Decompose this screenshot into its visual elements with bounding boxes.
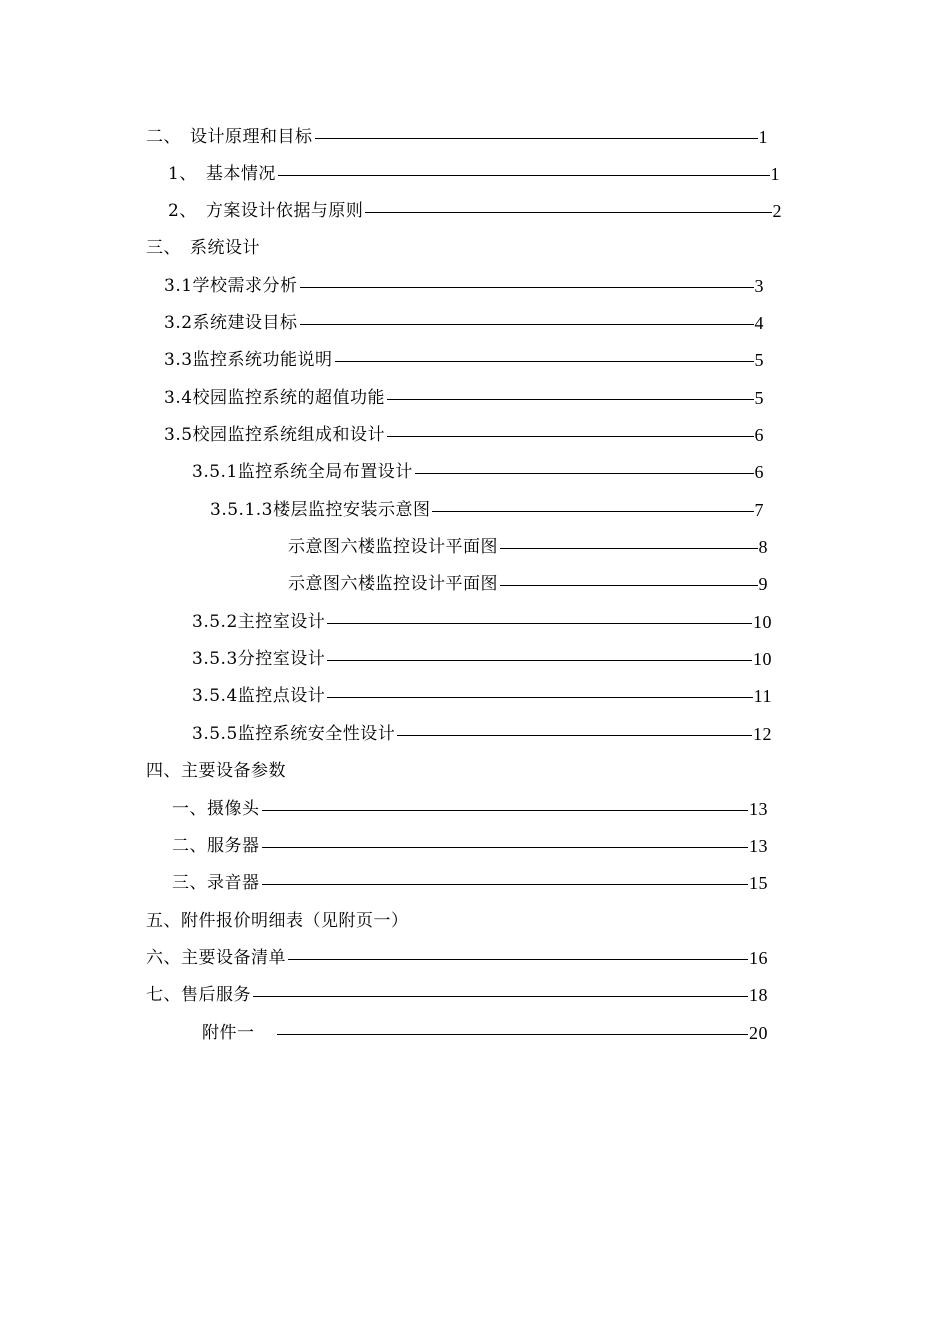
toc-entry[interactable] [192,644,772,674]
toc-entry[interactable] [192,457,764,487]
toc-page-number: 9 [758,574,768,594]
toc-page-number: 18 [749,985,768,1005]
toc-entry[interactable] [168,196,782,226]
toc-entry-label: 一、摄像头 [172,799,260,819]
toc-page-number: 1 [758,127,768,147]
toc-page-number: 13 [749,836,768,856]
toc-entry[interactable] [192,719,772,749]
toc-page-number: 10 [753,612,772,632]
toc-entry[interactable] [146,906,546,936]
toc-leader-dashes [277,1034,749,1035]
toc-entry[interactable] [146,756,446,786]
toc-entry-label: 3.5.2主控室设计 [192,612,326,632]
toc-entry[interactable] [146,122,768,152]
toc-page-number: 4 [754,313,764,333]
toc-entry-label: 五、附件报价明细表（见附页一） [146,911,409,931]
toc-entry-label: 三、 系统设计 [146,238,260,258]
toc-leader-dashes [288,959,748,960]
toc-entry[interactable] [146,980,768,1010]
toc-entry[interactable] [172,868,768,898]
toc-page-number: 20 [749,1023,768,1043]
toc-entry[interactable] [202,1018,768,1048]
toc-entry[interactable] [164,271,764,301]
toc-entry[interactable] [164,420,764,450]
toc-leader-dashes [365,212,771,213]
toc-entry[interactable] [164,383,764,413]
toc-leader-dashes [315,138,758,139]
toc-entry[interactable] [172,794,768,824]
toc-entry-label: 二、服务器 [172,836,260,856]
toc-entry-label: 3.5.3分控室设计 [192,649,326,669]
toc-leader-dashes [327,623,752,624]
toc-entry-label: 3.3监控系统功能说明 [164,350,333,370]
toc-entry[interactable] [146,233,446,263]
toc-page-number: 7 [754,500,764,520]
toc-page-number: 2 [772,201,782,221]
toc-leader-dashes [500,548,758,549]
toc-entry[interactable] [168,159,780,189]
toc-leader-dashes [387,399,753,400]
toc-entry-label: 3.1学校需求分析 [164,276,298,296]
toc-entry-label: 七、售后服务 [146,985,251,1005]
toc-leader-dashes [300,287,754,288]
toc-entry[interactable] [164,308,764,338]
toc-entry-label: 六、主要设备清单 [146,948,286,968]
toc-leader-dashes [335,361,754,362]
toc-leader-dashes [387,436,753,437]
toc-leader-dashes [278,175,770,176]
toc-entry[interactable] [288,532,768,562]
toc-entry-label: 3.5.1监控系统全局布置设计 [192,462,413,482]
toc-entry[interactable] [192,607,772,637]
toc-entry-label: 3.4校园监控系统的超值功能 [164,388,386,408]
toc-page-number: 8 [758,537,768,557]
toc-entry-label: 3.5.4监控点设计 [192,686,326,706]
toc-entry-label: 2、 方案设计依据与原则 [168,201,364,221]
toc-page-number: 11 [753,686,772,706]
toc-leader-dashes [415,473,754,474]
toc-entry[interactable] [172,831,768,861]
toc-leader-dashes [432,511,753,512]
toc-entry-label: 四、主要设备参数 [146,761,286,781]
toc-leader-dashes [262,810,749,811]
toc-page-number: 12 [753,724,772,744]
toc-page-number: 6 [754,425,764,445]
toc-entry-label: 附件一 [202,1023,255,1043]
toc-entry-label: 3.5.5监控系统安全性设计 [192,724,396,744]
toc-leader-dashes [397,735,752,736]
toc-page-number: 3 [754,276,764,296]
toc-page-number: 6 [754,462,764,482]
toc-entry[interactable] [146,943,768,973]
toc-leader-dashes [262,847,749,848]
toc-entry[interactable] [192,681,772,711]
toc-entry-label: 3.5.1.3楼层监控安装示意图 [210,500,431,520]
toc-entry-label: 3.5校园监控系统组成和设计 [164,425,386,445]
toc-entry-label: 示意图六楼监控设计平面图 [288,574,498,594]
toc-page-number: 15 [749,873,768,893]
toc-entry[interactable] [288,569,768,599]
toc-entry[interactable] [164,345,764,375]
toc-entry-label: 3.2系统建设目标 [164,313,298,333]
toc-page-number: 5 [754,388,764,408]
toc-entry-label: 1、 基本情况 [168,164,276,184]
toc-leader-dashes [262,884,749,885]
toc-leader-dashes [327,660,752,661]
toc-leader-dashes [327,697,752,698]
toc-leader-dashes [300,324,754,325]
toc-page-number: 13 [749,799,768,819]
toc-page-number: 10 [753,649,772,669]
toc-entry-label: 二、 设计原理和目标 [146,127,313,147]
toc-leader-dashes [253,996,748,997]
toc-page-number: 16 [749,948,768,968]
toc-page-number: 1 [770,164,780,184]
toc-page-number: 5 [754,350,764,370]
toc-entry[interactable] [210,495,764,525]
toc-entry-label: 三、录音器 [172,873,260,893]
toc-entry-label: 示意图六楼监控设计平面图 [288,537,498,557]
toc-leader-dashes [500,585,758,586]
